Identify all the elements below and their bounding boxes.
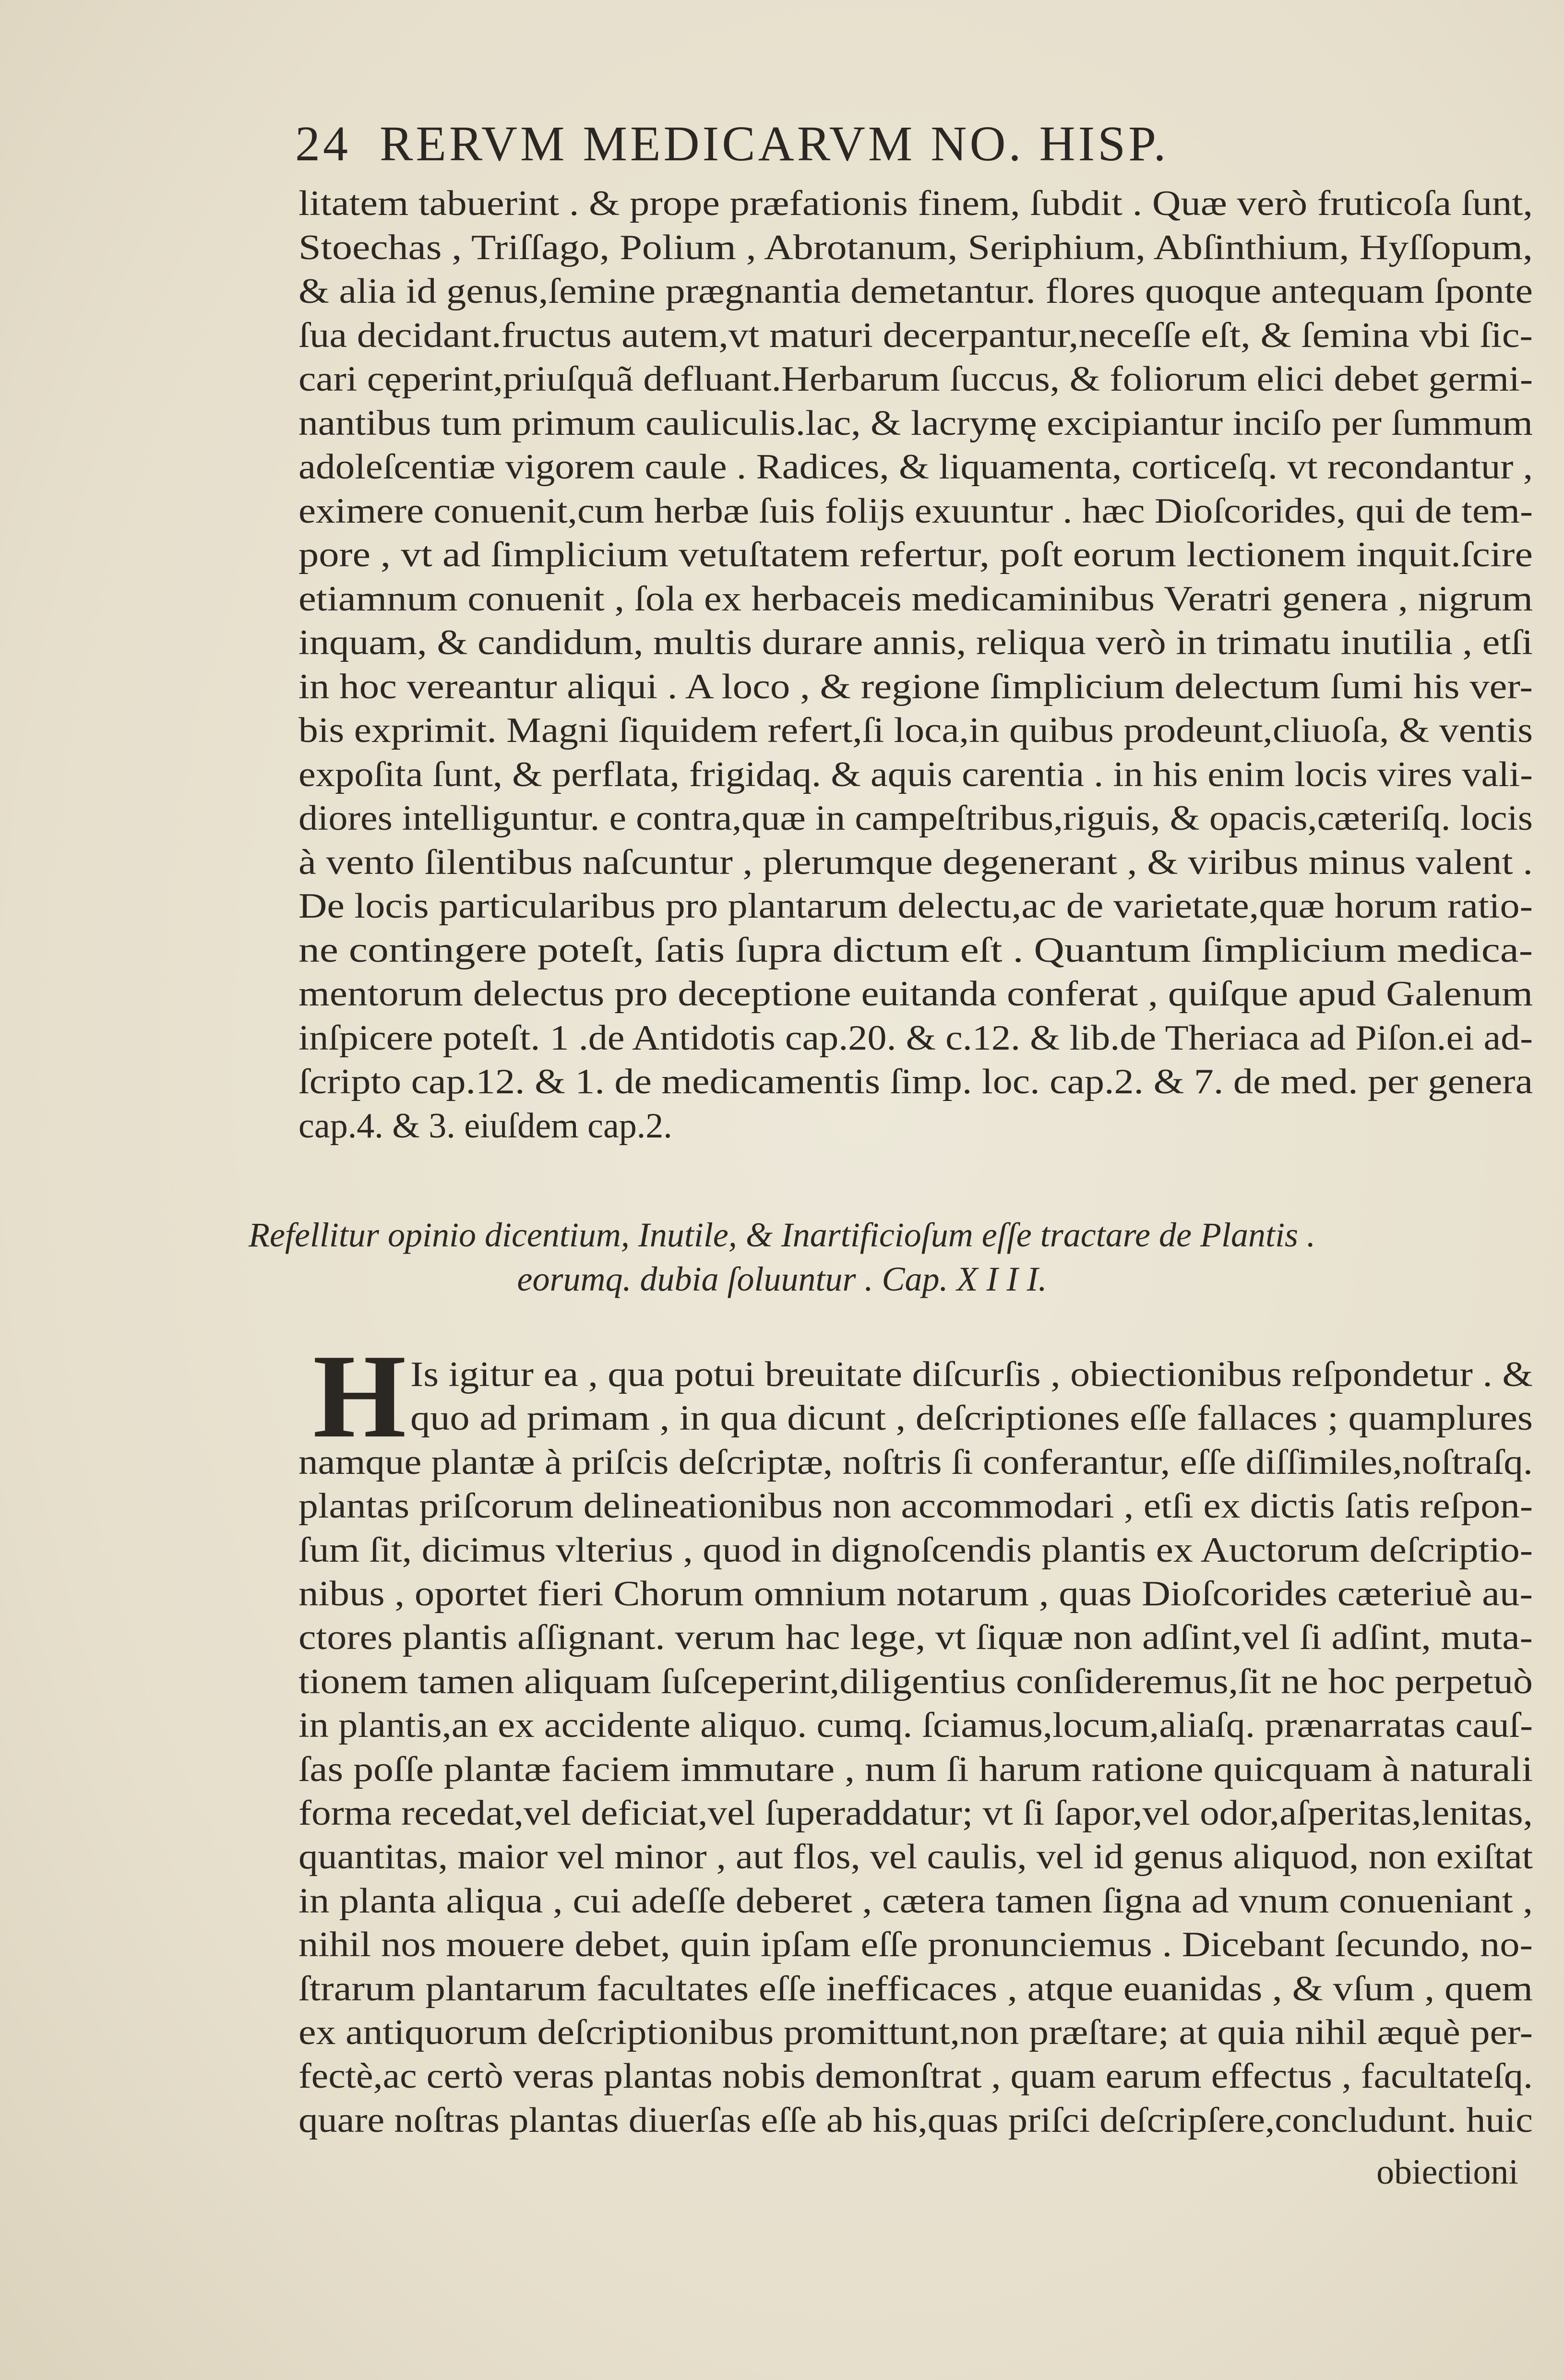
text-line <box>298 1484 1533 1528</box>
text-line <box>298 401 1533 445</box>
text-line <box>298 665 1533 709</box>
text-line <box>298 489 1533 533</box>
text-line-content: litatem tabuerint . & prope præfationis finem, ſubdit . Quæ verò fruticoſa ſunt, <box>298 184 1533 223</box>
text-line <box>298 2010 1533 2055</box>
text-line-content: ne contingere poteſt, ſatis ſupra dictum eſt . Quantum ſimplicium medica- <box>298 930 1533 970</box>
text-line <box>298 753 1533 797</box>
text-line <box>410 1352 1533 1397</box>
text-line <box>298 1440 1533 1484</box>
text-line <box>298 972 1533 1016</box>
text-line-content: Stoechas , Triſſago, Polium , Abrotanum, Seriphium, Abſinthium, Hyſſopum, <box>298 227 1533 267</box>
text-line <box>298 1660 1533 1704</box>
text-line-content: mentorum delectus pro deceptione euitanda conferat , quiſque apud Galenum <box>298 974 1533 1014</box>
text-line <box>298 1835 1533 1879</box>
text-line-content: in plantis,an ex accidente aliquo. cumq. ſciamus,locum,aliaſq. prænarratas cauſ- <box>298 1706 1533 1746</box>
text-line-content: inquam, & candidum, multis durare annis, reliqua verò in trimatu inutilia , etſi <box>298 623 1533 662</box>
text-line-content: ſum ſit, dicimus vlterius , quod in dignoſcendis plantis ex Auctorum deſcriptio- <box>298 1530 1533 1570</box>
text-line-content: etiamnum conuenit , ſola ex herbaceis medicaminibus Veratri genera , nigrum <box>298 579 1533 619</box>
text-line <box>298 1923 1533 1967</box>
text-line <box>298 1791 1533 1835</box>
text-line-content: cap.4. & 3. eiuſdem cap.2. <box>298 1106 672 1146</box>
running-title: RERVM MEDICARVM NO. HISP. <box>380 116 1169 171</box>
text-line <box>298 708 1533 753</box>
text-line <box>298 1572 1533 1616</box>
text-line <box>298 533 1533 577</box>
text-line <box>298 1879 1533 1923</box>
text-line-content: adoleſcentiæ vigorem caule . Radices, & liquamenta, corticeſq. vt recondantur , <box>298 447 1533 487</box>
running-header <box>295 118 1169 170</box>
text-line-content: bis exprimit. Magni ſiquidem refert,ſi loca,in quibus prodeunt,cliuoſa, & ventis <box>298 711 1533 750</box>
text-line <box>298 1528 1533 1572</box>
text-line <box>298 1615 1533 1660</box>
text-line-content: ſua decidant.fructus autem,vt maturi decerpantur,neceſſe eſt, & ſemina vbi ſic- <box>298 315 1533 355</box>
text-line <box>298 840 1533 885</box>
text-line-content: expoſita ſunt, & perflata, frigidaq. & aquis carentia . in his enim locis vires vali- <box>298 754 1533 794</box>
text-line-content: quo ad primam , in qua dicunt , deſcriptiones eſſe fallaces ; quamplures <box>410 1399 1533 1438</box>
text-line <box>298 357 1533 401</box>
text-line-content: nihil nos mouere debet, quin ipſam eſſe pronunciemus . Dicebant ſecundo, no- <box>298 1925 1533 1965</box>
text-line-content: nantibus tum primum cauliculis.lac, & lacrymę excipiantur inciſo per ſummum <box>298 403 1533 443</box>
text-line-content: cari cęperint,priuſquã defluant.Herbarum ſuccus, & foliorum elici debet germi- <box>298 359 1533 399</box>
text-line <box>298 1016 1533 1060</box>
text-line <box>410 1396 1533 1440</box>
text-line <box>298 621 1533 665</box>
text-line-content: ſtrarum plantarum facultates eſſe inefficaces , atque euanidas , & vſum , quem <box>298 1969 1533 2009</box>
text-line-content: diores intelliguntur. e contra,quæ in campeſtribus,riguis, & opacis,cæteriſq. locis <box>298 799 1533 838</box>
text-line-content: eximere conuenit,cum herbæ ſuis folijs exuuntur . hæc Dioſcorides, qui de tem- <box>298 491 1533 531</box>
text-line-content: tionem tamen aliquam ſuſceperint,diligentius conſideremus,ſit ne hoc perpetuò <box>298 1662 1533 1701</box>
text-line-content: à vento ſilentibus naſcuntur , plerumque degenerant , & viribus minus valent . <box>298 842 1533 882</box>
page-number: 24 <box>295 116 351 171</box>
text-line <box>298 1747 1533 1792</box>
text-line-content: ſcripto cap.12. & 1. de medicamentis ſimp. loc. cap.2. & 7. de med. per genera <box>298 1062 1533 1101</box>
text-line-content: & alia id genus,ſemine prægnantia demetantur. flores quoque antequam ſponte <box>298 272 1533 311</box>
text-line-content: plantas priſcorum delineationibus non accommodari , etſi ex dictis ſatis reſpon- <box>298 1486 1533 1526</box>
text-line-content: ctores plantis aſſignant. verum hac lege, vt ſiquæ non adſint,vel ſi adſint, muta- <box>298 1618 1533 1658</box>
text-line-content: quantitas, maior vel minor , aut flos, vel caulis, vel id genus aliquod, non exiſtat <box>298 1837 1533 1877</box>
text-line <box>298 796 1533 840</box>
catchword: obiectioni <box>1376 2153 1518 2192</box>
text-line <box>298 2054 1533 2098</box>
text-line <box>298 1703 1533 1747</box>
text-line <box>298 313 1533 358</box>
text-line <box>298 445 1533 489</box>
text-line-content: namque plantæ à priſcis deſcriptæ, noſtris ſi conferantur, eſſe diſſimiles,noſtraſq. <box>298 1442 1533 1482</box>
text-line-content: in planta aliqua , cui adeſſe deberet , cætera tamen ſigna ad vnum conueniant , <box>298 1881 1533 1921</box>
text-line-content: De locis particularibus pro plantarum delectu,ac de varietate,quæ horum ratio- <box>298 886 1533 926</box>
text-line <box>298 269 1533 313</box>
text-line-content: in hoc vereantur aliqui . A loco , & regione ſimplicium delectum ſumi his ver- <box>298 667 1533 706</box>
chapter-heading-line-1: Refellitur opinio dicentium, Inutile, & Inartificioſum eſſe tractare de Plantis . <box>249 1216 1315 1254</box>
drop-cap: H <box>313 1330 406 1463</box>
text-line <box>298 1104 1533 1148</box>
text-line-content: pore , vt ad ſimplicium vetuſtatem refertur, poſt eorum lectionem inquit.ſcire <box>298 535 1533 574</box>
text-line <box>298 577 1533 621</box>
text-line <box>298 928 1533 972</box>
text-line-content: inſpicere poteſt. 1 .de Antidotis cap.20. & c.12. & lib.de Theriaca ad Piſon.ei ad- <box>298 1018 1533 1058</box>
text-line-content: forma recedat,vel deficiat,vel ſuperaddatur; vt ſi ſapor,vel odor,aſperitas,lenitas, <box>298 1794 1533 1833</box>
text-line-content: fectè,ac certò veras plantas nobis demonſtrat , quam earum effectus , facultateſq. <box>298 2057 1533 2096</box>
text-line <box>298 884 1533 928</box>
text-line <box>298 1967 1533 2011</box>
chapter-heading-line-2: eorumq. dubia ſoluuntur . Cap. X I I I. <box>517 1260 1047 1298</box>
text-line <box>298 2098 1533 2142</box>
text-line-content: Is igitur ea , qua potui breuitate diſcurſis , obiectionibus reſpondetur . & <box>410 1355 1533 1394</box>
text-line-content: ex antiquorum deſcriptionibus promittunt,non præſtare; at quia nihil æquè per- <box>298 2013 1533 2052</box>
text-line-content: nibus , oportet fieri Chorum omnium notarum , quas Dioſcorides cæteriuè au- <box>298 1574 1533 1614</box>
text-line-content: quare noſtras plantas diuerſas eſſe ab his,quas priſci deſcripſere,concludunt. huic <box>298 2100 1533 2140</box>
text-line <box>298 226 1533 270</box>
text-line <box>298 181 1533 226</box>
text-line-content: ſas poſſe plantæ faciem immutare , num ſi harum ratione quicquam à naturali <box>298 1749 1533 1789</box>
text-line <box>298 1060 1533 1104</box>
